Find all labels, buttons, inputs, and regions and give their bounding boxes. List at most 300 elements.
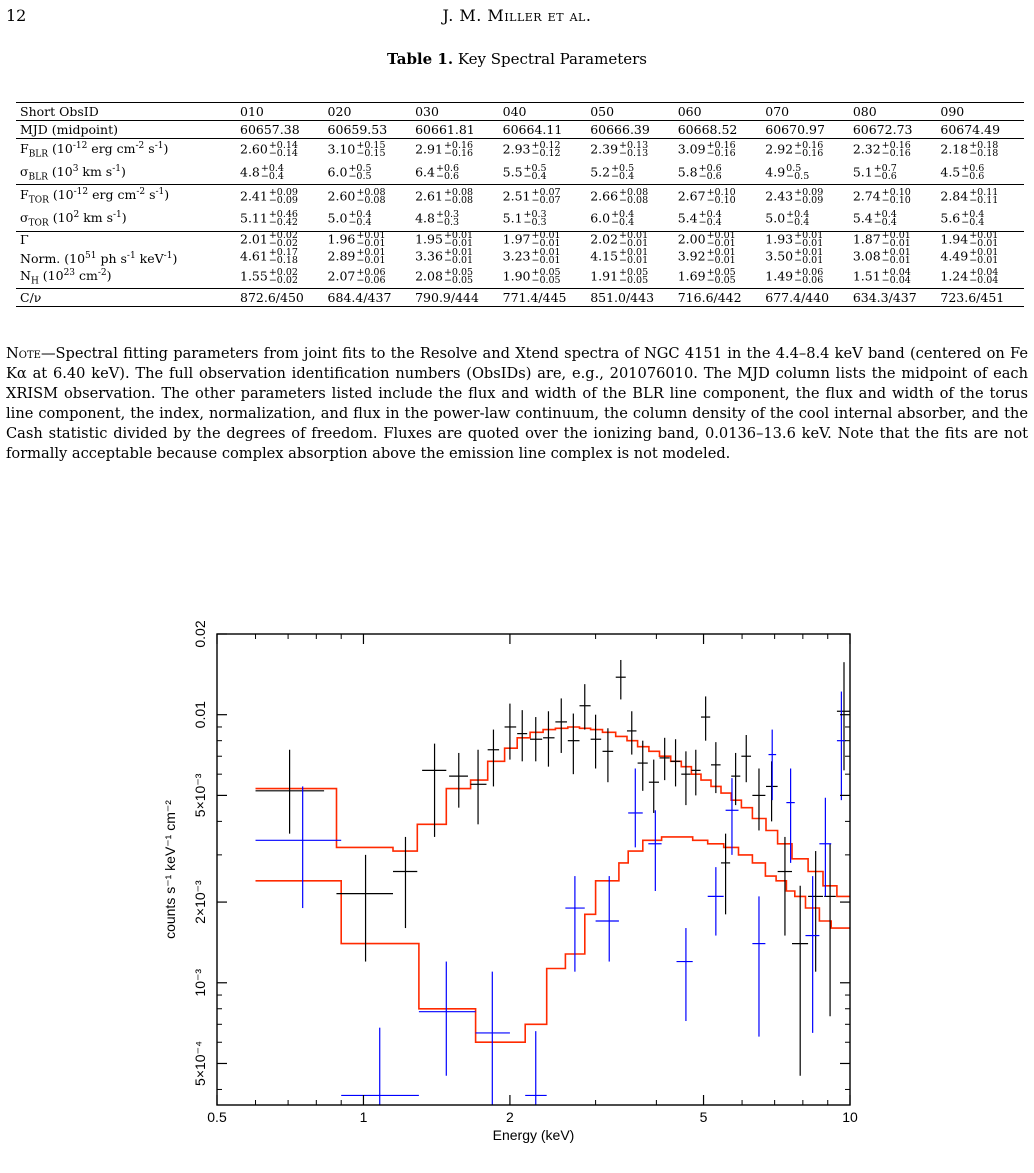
cell-uncertainty: +0.12 −0.12 <box>531 140 561 160</box>
cell-value: 3.50 <box>765 248 794 264</box>
table-cell <box>761 185 849 208</box>
table-header-row <box>16 103 1024 121</box>
cell-uncertainty: +0.01 −0.01 <box>356 247 386 267</box>
black-data-point <box>580 684 591 729</box>
row-label: C/ν <box>16 289 236 307</box>
black-data-point <box>778 837 792 936</box>
table-cell <box>499 185 587 208</box>
cell-value: 5.4 <box>852 210 873 226</box>
cell-uncertainty: +0.46 −0.42 <box>268 209 298 229</box>
table-cell <box>849 139 937 162</box>
blue-data-point <box>819 798 831 897</box>
table-cell <box>236 289 324 307</box>
cell-value: 5.1 <box>852 164 873 180</box>
table-cell <box>324 162 412 185</box>
cell-uncertainty: +0.06 −0.06 <box>794 267 824 287</box>
black-data-point <box>505 704 517 760</box>
x-tick-label: 2 <box>506 1109 514 1125</box>
cell-uncertainty: 0.5 −0.5 <box>786 162 810 182</box>
model-curve <box>256 837 851 1042</box>
x-tick-label: 5 <box>699 1109 708 1125</box>
table-cell <box>236 231 324 249</box>
y-tick-label: 5×10⁻³ <box>192 773 208 818</box>
cell-value: 4.8 <box>415 210 435 226</box>
cell-uncertainty: +0.04 −0.04 <box>969 267 999 287</box>
table-cell <box>674 266 762 289</box>
table-cell <box>236 249 324 266</box>
cell-uncertainty: +0.01 −0.01 <box>356 230 386 250</box>
table-cell <box>936 162 1024 185</box>
black-data-point <box>336 855 393 962</box>
blue-data-point <box>677 928 693 1021</box>
table-cell <box>936 208 1024 231</box>
black-data-point <box>256 750 325 834</box>
table-cell <box>674 208 762 231</box>
row-label: $\sigma_{BLR}$ ($10^3$ km $s^{-1}$) <box>20 163 126 183</box>
table-cell <box>761 289 849 307</box>
column-header-obsid: 060 <box>674 103 762 121</box>
cell-uncertainty: +0.13 −0.13 <box>619 140 649 160</box>
cell-value: 1.97 <box>502 231 531 247</box>
blue-data-point <box>726 778 739 855</box>
table-cell <box>411 139 499 162</box>
table-cell <box>674 289 762 307</box>
cell-uncertainty: +0.7 −0.6 <box>873 162 897 182</box>
table-caption-text: Key Spectral Parameters <box>457 50 647 68</box>
cell-value: 3.23 <box>502 248 531 264</box>
x-tick-label: 1 <box>359 1109 368 1125</box>
model-curve <box>256 727 851 896</box>
table-row <box>16 185 1024 208</box>
blue-data-point <box>805 876 819 1033</box>
table-row <box>16 208 1024 231</box>
black-data-point <box>649 760 659 813</box>
cell-value: 2.66 <box>590 188 619 204</box>
table-cell <box>586 208 674 231</box>
spectral-parameters-table <box>16 102 1024 307</box>
table-cell <box>499 249 587 266</box>
table-cell <box>499 162 587 185</box>
plot-frame <box>217 634 850 1105</box>
cell-uncertainty: +0.01 −0.01 <box>881 247 911 267</box>
y-tick-label: 0.01 <box>192 701 208 729</box>
table-body <box>16 103 1024 307</box>
row-label: $N_H$ ($10^{23}$ $cm^{-2}$) <box>20 267 112 287</box>
table-cell <box>236 121 324 139</box>
cell-value: 5.8 <box>677 164 698 180</box>
table-cell <box>849 249 937 266</box>
cell-uncertainty: +0.18 −0.18 <box>969 140 999 160</box>
row-label: Norm. ($10^{51}$ ph $s^{-1}$ keV$^{-1}$) <box>20 250 178 266</box>
cell-uncertainty: +0.16 −0.16 <box>443 140 474 160</box>
cell-uncertainty: +0.04 −0.04 <box>881 267 911 287</box>
cell-value: 5.0 <box>327 210 348 226</box>
table-cell <box>324 185 412 208</box>
table-cell <box>674 249 762 266</box>
cell-uncertainty: +0.4 −0.4 <box>698 209 722 229</box>
cell-uncertainty: +0.4 −0.4 <box>961 209 985 229</box>
cell-value: 2.01 <box>240 231 268 247</box>
cell-value: 684.4/437 <box>327 289 392 305</box>
blue-data-point <box>341 1028 419 1105</box>
table-cell <box>849 185 937 208</box>
black-data-point <box>555 698 567 753</box>
cell-value: 1.90 <box>502 268 531 284</box>
cell-value: 2.08 <box>415 268 443 284</box>
black-data-point <box>691 750 700 796</box>
column-header-obsid: 040 <box>499 103 587 121</box>
black-data-point <box>449 753 468 808</box>
author-name: J. M. Miller et al. <box>442 6 592 25</box>
cell-value: 6.0 <box>327 164 348 180</box>
table-caption <box>0 50 1034 68</box>
table-cell <box>236 208 324 231</box>
y-axis-label: counts s⁻¹ keV⁻¹ cm⁻² <box>162 800 178 939</box>
cell-uncertainty: +0.08 −0.08 <box>443 186 474 206</box>
cell-value: 4.61 <box>240 248 268 264</box>
cell-uncertainty: +0.09 −0.09 <box>268 186 298 206</box>
black-data-point <box>711 742 721 793</box>
cell-uncertainty: +0.16 −0.16 <box>794 140 824 160</box>
table-cell <box>411 208 499 231</box>
cell-value: 2.74 <box>852 188 881 204</box>
cell-uncertainty: +0.01 −0.01 <box>619 247 649 267</box>
row-label: $F_{BLR}$ ($10^{-12}$ erg $cm^{-2}$ $s^{-1}$) <box>16 139 236 162</box>
cell-value: 60657.38 <box>240 121 300 137</box>
black-data-point <box>591 715 602 769</box>
black-data-point <box>543 711 554 766</box>
black-data-point <box>568 714 580 775</box>
note-label: Note <box>6 345 41 362</box>
cell-value: 716.6/442 <box>677 289 742 305</box>
cell-uncertainty: +0.01 −0.01 <box>794 247 824 267</box>
table-cell <box>586 249 674 266</box>
cell-value: 2.18 <box>940 141 969 157</box>
black-data-point <box>517 710 527 761</box>
cell-value: 3.92 <box>677 248 706 264</box>
cell-value: 2.32 <box>852 141 881 157</box>
cell-value: 3.36 <box>415 248 443 264</box>
cell-uncertainty: +0.07 −0.07 <box>531 186 561 206</box>
y-tick-label: 10⁻³ <box>192 968 208 997</box>
cell-uncertainty: +0.5 −0.5 <box>348 162 372 182</box>
table-cell <box>499 139 587 162</box>
cell-value: 1.96 <box>327 231 356 247</box>
row-label: Γ <box>16 231 236 249</box>
table-cell <box>936 121 1024 139</box>
cell-uncertainty: +0.10 −0.10 <box>881 186 911 206</box>
running-head <box>6 6 1028 28</box>
table-cell <box>411 185 499 208</box>
table-cell <box>499 208 587 231</box>
table-cell <box>586 185 674 208</box>
table-cell <box>324 121 412 139</box>
black-data-point <box>616 660 626 699</box>
table-cell <box>674 121 762 139</box>
table-cell <box>761 208 849 231</box>
cell-value: 1.55 <box>240 268 268 284</box>
cell-value: 2.93 <box>502 141 531 157</box>
cell-value: 60674.49 <box>940 121 1001 137</box>
cell-value: 723.6/451 <box>940 289 1005 305</box>
blue-data-point <box>786 768 794 862</box>
black-data-point <box>837 662 850 770</box>
table-cell <box>761 249 849 266</box>
cell-value: 2.02 <box>590 231 619 247</box>
page-number: 12 <box>6 6 27 25</box>
table-cell <box>761 231 849 249</box>
black-data-point <box>808 851 823 972</box>
table-cell <box>761 162 849 185</box>
cell-uncertainty: +0.01 −0.01 <box>881 230 911 250</box>
table-cell <box>849 162 937 185</box>
cell-value: 60672.73 <box>852 121 913 137</box>
cell-value: 60670.97 <box>765 121 825 137</box>
x-tick-label: 10 <box>842 1109 858 1125</box>
cell-value: 4.5 <box>940 164 961 180</box>
table-cell <box>849 121 937 139</box>
table-cell <box>936 289 1024 307</box>
black-data-point <box>721 834 730 915</box>
cell-uncertainty: +0.05 −0.05 <box>531 267 561 287</box>
black-data-point <box>731 753 740 805</box>
cell-value: 1.51 <box>852 268 881 284</box>
cell-uncertainty: +0.6 −0.6 <box>698 162 722 182</box>
blue-data-point <box>708 867 724 935</box>
cell-value: 2.39 <box>590 141 619 157</box>
table-cell <box>761 121 849 139</box>
cell-uncertainty: +0.08 −0.08 <box>356 186 386 206</box>
cell-value: 2.41 <box>240 188 268 204</box>
table-row <box>16 249 1024 266</box>
cell-uncertainty: +0.01 −0.01 <box>443 247 474 267</box>
cell-value: 1.49 <box>765 268 794 284</box>
cell-uncertainty: +0.4 −0.4 <box>611 209 635 229</box>
cell-value: 2.51 <box>502 188 531 204</box>
table-cell <box>236 139 324 162</box>
column-header-obsid: 090 <box>936 103 1024 121</box>
spectrum-chart <box>155 612 875 1152</box>
cell-uncertainty: +0.16 −0.16 <box>881 140 911 160</box>
cell-value: 60668.52 <box>677 121 738 137</box>
column-header-obsid: 070 <box>761 103 849 121</box>
cell-value: 2.92 <box>765 141 794 157</box>
cell-value: 5.6 <box>940 210 961 226</box>
table-cell <box>586 266 674 289</box>
cell-value: 60666.39 <box>590 121 650 137</box>
x-tick-label: 0.5 <box>207 1109 227 1125</box>
cell-value: 677.4/440 <box>765 289 830 305</box>
black-data-point <box>660 738 670 780</box>
column-header-obsid: 010 <box>236 103 324 121</box>
cell-uncertainty: +0.3 −0.3 <box>435 209 460 229</box>
cell-value: 60661.81 <box>415 121 475 137</box>
cell-value: 2.67 <box>677 188 706 204</box>
cell-value: 4.8 <box>240 164 260 180</box>
black-data-point <box>603 728 614 782</box>
x-axis-label: Energy (keV) <box>492 1127 575 1143</box>
table-cell <box>499 289 587 307</box>
blue-data-point <box>628 768 643 847</box>
cell-value: 6.0 <box>590 210 611 226</box>
cell-uncertainty: +0.4 −0.4 <box>786 209 810 229</box>
cell-value: 3.09 <box>677 141 706 157</box>
cell-value: 60664.11 <box>502 121 563 137</box>
table-cell <box>411 121 499 139</box>
cell-value: 6.4 <box>415 164 435 180</box>
cell-uncertainty: +0.10 −0.10 <box>706 186 736 206</box>
cell-uncertainty: +0.11 −0.11 <box>969 186 999 206</box>
table-row <box>16 289 1024 307</box>
blue-data-point <box>565 876 584 972</box>
y-tick-label: 5×10⁻⁴ <box>192 1040 208 1086</box>
cell-uncertainty: +0.01 −0.01 <box>443 230 474 250</box>
table-cell <box>236 185 324 208</box>
table-cell <box>499 231 587 249</box>
column-header-obsid: 080 <box>849 103 937 121</box>
table-cell <box>674 231 762 249</box>
y-tick-label: 0.02 <box>192 620 208 648</box>
table-row <box>16 231 1024 249</box>
cell-value: 5.11 <box>240 210 268 226</box>
table-cell <box>761 266 849 289</box>
table-cell <box>411 231 499 249</box>
cell-uncertainty: +0.17 −0.18 <box>268 247 298 267</box>
blue-data-point <box>476 972 510 1105</box>
table-cell <box>236 162 324 185</box>
cell-uncertainty: +0.05 −0.05 <box>619 267 649 287</box>
cell-uncertainty: +0.08 −0.08 <box>619 186 649 206</box>
blue-data-point <box>648 810 661 891</box>
blue-data-point <box>769 730 777 801</box>
cell-uncertainty: +0.09 −0.09 <box>794 186 824 206</box>
black-data-point <box>671 739 681 786</box>
table-cell <box>324 289 412 307</box>
table-cell <box>499 121 587 139</box>
black-data-point <box>638 741 648 791</box>
table-cell <box>936 231 1024 249</box>
cell-value: 4.49 <box>940 248 969 264</box>
cell-value: 2.61 <box>415 188 443 204</box>
cell-uncertainty: +0.05 −0.05 <box>443 267 474 287</box>
cell-value: 634.3/437 <box>852 289 917 305</box>
cell-uncertainty: +0.02 −0.02 <box>268 267 298 287</box>
cell-uncertainty: +0.01 −0.01 <box>619 230 649 250</box>
table-cell <box>674 162 762 185</box>
table-cell <box>499 266 587 289</box>
table-row <box>16 139 1024 162</box>
cell-uncertainty: +0.6 −0.6 <box>961 162 985 182</box>
row-label: $F_{TOR}$ ($10^{-12}$ erg $cm^{-2}$ $s^{-1}$) <box>16 185 236 208</box>
cell-value: 771.4/445 <box>502 289 567 305</box>
cell-uncertainty: +0.01 −0.01 <box>531 247 561 267</box>
cell-value: 851.0/443 <box>590 289 655 305</box>
cell-value: 2.00 <box>677 231 706 247</box>
cell-value: 2.60 <box>240 141 268 157</box>
cell-value: 5.0 <box>765 210 786 226</box>
table-cell <box>849 231 937 249</box>
table-cell <box>324 266 412 289</box>
cell-value: 5.4 <box>677 210 698 226</box>
blue-data-point <box>596 876 619 961</box>
cell-uncertainty: +0.01 −0.01 <box>794 230 824 250</box>
black-data-point <box>627 711 636 754</box>
table-cell <box>586 139 674 162</box>
cell-value: 2.91 <box>415 141 443 157</box>
row-label: MJD (midpoint) <box>16 121 236 139</box>
column-header-label: Short ObsID <box>16 103 236 121</box>
cell-value: 1.91 <box>590 268 619 284</box>
black-data-point <box>488 730 499 787</box>
cell-uncertainty: +0.4 −0.4 <box>873 209 897 229</box>
table-cell <box>674 185 762 208</box>
table-cell <box>411 289 499 307</box>
cell-value: 872.6/450 <box>240 289 304 305</box>
cell-uncertainty: +0.5 −0.4 <box>523 162 547 182</box>
cell-value: 1.87 <box>852 231 881 247</box>
cell-uncertainty: +0.01 −0.01 <box>706 230 736 250</box>
cell-value: 3.10 <box>327 141 356 157</box>
cell-value: 1.24 <box>940 268 969 284</box>
black-data-point <box>530 717 542 761</box>
table-cell <box>411 266 499 289</box>
cell-uncertainty: +0.15 −0.15 <box>356 140 386 160</box>
cell-uncertainty: +0.6 −0.6 <box>435 162 460 182</box>
table-cell <box>586 162 674 185</box>
cell-uncertainty: +0.01 −0.01 <box>531 230 561 250</box>
cell-uncertainty: +0.4 −0.4 <box>260 162 284 182</box>
cell-uncertainty: +0.06 −0.06 <box>356 267 386 287</box>
column-header-obsid: 030 <box>411 103 499 121</box>
cell-value: 790.9/444 <box>415 289 479 305</box>
column-header-obsid: 020 <box>324 103 412 121</box>
blue-data-point <box>525 1031 546 1105</box>
cell-uncertainty: +0.4 −0.4 <box>348 209 372 229</box>
cell-uncertainty: +0.01 −0.01 <box>969 230 999 250</box>
cell-value: 2.07 <box>327 268 356 284</box>
cell-value: 5.2 <box>590 164 611 180</box>
table-caption-label: Table 1. <box>387 50 454 68</box>
black-data-point <box>681 751 690 805</box>
table-cell <box>324 231 412 249</box>
table-cell <box>324 208 412 231</box>
black-data-point <box>422 744 446 837</box>
running-head-author <box>6 6 1028 25</box>
cell-value: 2.43 <box>765 188 794 204</box>
table-cell <box>586 121 674 139</box>
table-row <box>16 162 1024 185</box>
table-cell <box>849 266 937 289</box>
cell-value: 60659.53 <box>327 121 388 137</box>
table-cell <box>936 185 1024 208</box>
table-cell <box>324 139 412 162</box>
cell-value: 3.08 <box>852 248 881 264</box>
black-data-point <box>471 750 487 825</box>
cell-value: 5.1 <box>502 210 523 226</box>
table-note <box>6 344 1028 464</box>
cell-value: 2.89 <box>327 248 356 264</box>
table-cell <box>586 289 674 307</box>
cell-value: 5.5 <box>502 164 523 180</box>
cell-uncertainty: +0.01 −0.01 <box>969 247 999 267</box>
blue-data-point <box>256 786 342 908</box>
cell-uncertainty: +0.5 −0.4 <box>611 162 635 182</box>
cell-value: 2.84 <box>940 188 969 204</box>
cell-uncertainty: +0.02 −0.02 <box>268 230 298 250</box>
column-header-obsid: 050 <box>586 103 674 121</box>
table-cell <box>761 139 849 162</box>
cell-value: 2.60 <box>327 188 356 204</box>
